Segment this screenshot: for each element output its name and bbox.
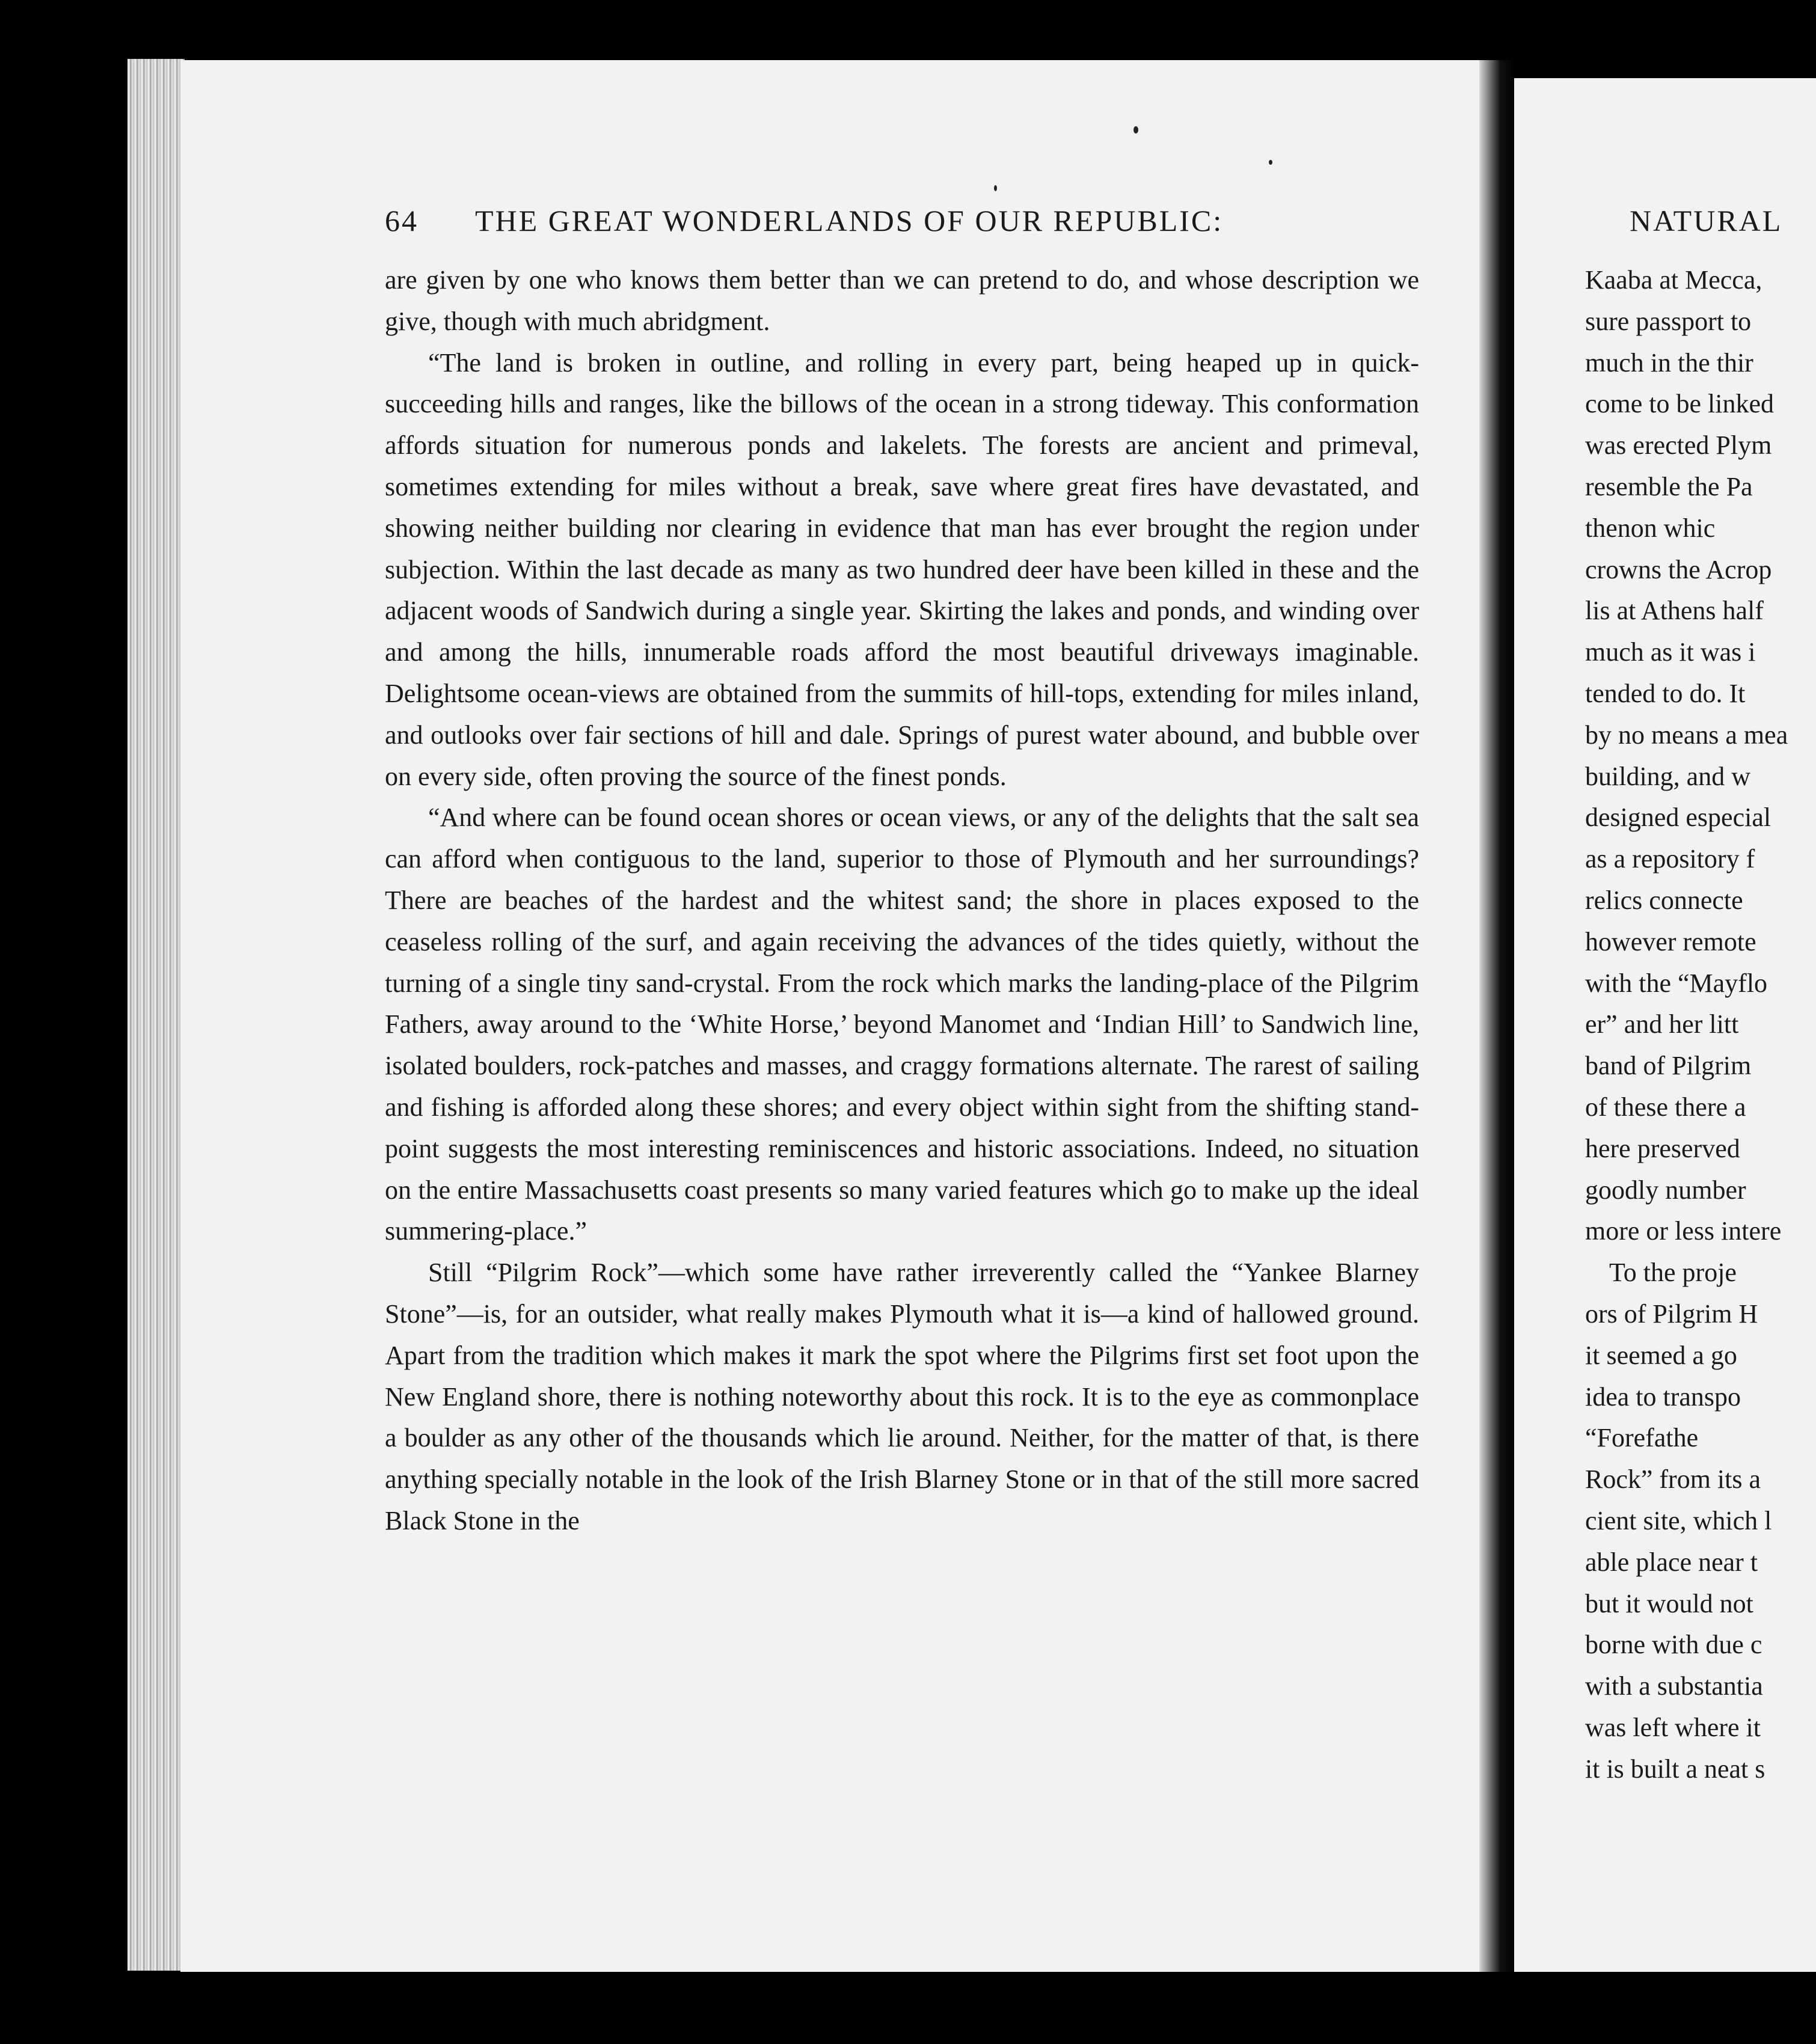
right-page-line: come to be linked [1585, 389, 1775, 419]
running-head [385, 203, 1347, 238]
right-page-line: cient site, which l [1585, 1505, 1772, 1535]
right-page-line: To the proje [1609, 1258, 1737, 1288]
right-page-line: relics connecte [1585, 885, 1743, 915]
right-page-line: much in the thir [1585, 347, 1753, 378]
right-page-line: as a repository f [1585, 844, 1755, 874]
paragraph: “The land is broken in outline, and rolling in every part, being heaped up in quick-succeeding hills and ranges, like the billows of the ocean in a strong tideway. This conformation affords situation for numerous ponds and lakelets. The forests are ancient and primeval, sometimes extending for miles without a break, save where great fires have devastated, and showing neither building nor clearing in evidence that man has ever brought the region under subjection. Within the last decade as many as two hundred deer have been killed in these and the adjacent woods of Sandwich during a single year. Skirting the lakes and ponds, and winding over and among the hills, innumerable roads afford the most beautiful driveways imaginable. Delightsome ocean-views are obtained from the summits of hill-tops, extending for miles inland, and outlooks over fair sections of hill and dale. Springs of purest water abound, and bubble over on every side, often proving the source of the finest ponds. [385, 347, 1419, 791]
right-page-line: er” and her litt [1585, 1009, 1739, 1039]
right-page-line: “Forefathe [1585, 1423, 1699, 1453]
paragraph: are given by one who knows them better than we can pretend to do, and whose description we give, though with much abridgment. [385, 265, 1419, 336]
right-page-line: sure passport to [1585, 306, 1752, 336]
right-page-line: lis at Athens half [1585, 596, 1764, 626]
right-page-line: was erected Plym [1585, 430, 1772, 461]
right-running-head: NATURAL [1630, 204, 1783, 237]
right-page-line: by no means a mea [1585, 720, 1788, 750]
right-page-line: it seemed a go [1585, 1340, 1737, 1370]
right-page-line: resemble the Pa [1585, 471, 1753, 501]
right-page-line: crowns the Acrop [1585, 554, 1772, 584]
right-page-line: Rock” from its a [1585, 1464, 1761, 1495]
right-page-line: designed especial [1585, 803, 1772, 833]
right-page-line: of these there a [1585, 1092, 1746, 1122]
paragraph: “And where can be found ocean shores or ocean views, or any of the delights that the salt sea can afford when contiguous to the land, superior to those of Plymouth and her surroundings? There are beaches of the hardest and the whitest sand; the shore in places exposed to the ceaseless rolling of the surf, and again receiving the advances of the tides quietly, without the turning of a single tiny sand-crystal. From the rock which marks the landing-place of the Pilgrim Fathers, away around to the ‘White Horse,’ beyond Manomet and ‘Indian Hill’ to Sandwich line, isolated boulders, rock-patches and masses, and craggy formations alternate. The rarest of sailing and fishing is afforded along these shores; and every object within sight from the shifting stand-point suggests the most interesting reminiscences and historic associations. Indeed, no situation on the entire Massachusetts coast presents so many varied features which go to make up the ideal summering-place.” [385, 803, 1419, 1246]
right-page-line: thenon whic [1585, 513, 1716, 543]
paragraph: Still “Pilgrim Rock”—which some have rather irreverently called the “Yankee Blarney Stone”—is, for an outsider, what really makes Plymouth what it is—a kind of hallowed ground. Apart from the tradition which makes it mark the spot where the Pilgrims first set foot upon the New England shore, there is nothing noteworthy about this rock. It is to the eye as commonplace a boulder as any other of the thousands which lie around. Neither, for the matter of that, is there anything specially notable in the look of the Irish Blarney Stone or in that of the still more sacred Black Stone in the [385, 1258, 1419, 1535]
right-page-line: Kaaba at Mecca, [1585, 265, 1762, 295]
ink-speck [994, 185, 997, 191]
right-page-line: able place near t [1585, 1547, 1758, 1577]
right-page-line: but it would not [1585, 1588, 1753, 1618]
right-page-line: goodly number [1585, 1175, 1746, 1205]
right-page-line: was left where it [1585, 1712, 1761, 1742]
ink-speck [1269, 160, 1272, 165]
right-page-line: idea to transpo [1585, 1382, 1741, 1412]
book-gutter [1479, 60, 1514, 1972]
right-page-line: building, and w [1585, 761, 1750, 791]
right-page-line: ors of Pilgrim H [1585, 1299, 1758, 1329]
right-page-text [1585, 260, 1816, 1790]
right-page-line: more or less intere [1585, 1216, 1782, 1246]
page-number: 64 [385, 204, 419, 237]
right-page-line: tended to do. It [1585, 678, 1746, 708]
right-page-line: it is built a neat s [1585, 1754, 1765, 1784]
running-head-title: THE GREAT WONDERLANDS OF OUR REPUBLIC: [475, 204, 1224, 237]
ink-speck [1133, 126, 1138, 133]
book-page-edges [127, 59, 185, 1971]
right-page-line: band of Pilgrim [1585, 1051, 1752, 1081]
body-text [385, 260, 1419, 1542]
right-page-line: with the “Mayflo [1585, 968, 1768, 998]
right-page-line: here preserved [1585, 1133, 1740, 1163]
right-page-line: however remote [1585, 926, 1756, 956]
right-page-line: borne with due c [1585, 1630, 1762, 1660]
right-page-line: much as it was i [1585, 637, 1756, 667]
right-page-line: with a substantia [1585, 1671, 1763, 1701]
